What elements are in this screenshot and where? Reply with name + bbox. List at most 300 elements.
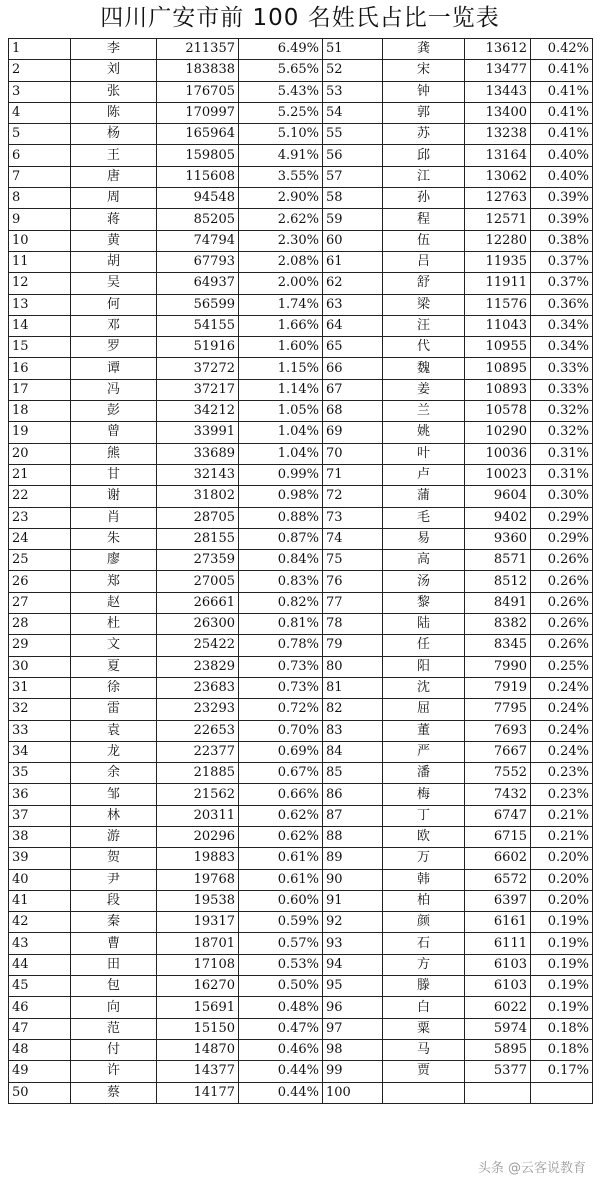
left-pct-cell: 2.90%	[239, 188, 323, 209]
left-rank-cell: 40	[9, 869, 71, 890]
table-row	[9, 39, 593, 60]
right-name-cell: 舒	[383, 273, 465, 294]
left-pct-cell: 6.49%	[239, 39, 323, 60]
right-count-cell: 6022	[465, 997, 531, 1018]
left-name-cell: 郑	[71, 571, 157, 592]
right-rank-cell: 93	[323, 933, 383, 954]
left-name-cell: 秦	[71, 912, 157, 933]
right-count-cell: 6111	[465, 933, 531, 954]
left-name-cell: 唐	[71, 166, 157, 187]
left-rank-cell: 25	[9, 550, 71, 571]
table-row	[9, 209, 593, 230]
table-row	[9, 422, 593, 443]
right-pct-cell: 0.24%	[531, 720, 593, 741]
table-row	[9, 81, 593, 102]
right-count-cell: 9360	[465, 528, 531, 549]
left-pct-cell: 0.69%	[239, 741, 323, 762]
right-pct-cell: 0.26%	[531, 571, 593, 592]
left-count-cell: 27005	[157, 571, 239, 592]
left-count-cell: 14177	[157, 1082, 239, 1103]
right-name-cell: 汤	[383, 571, 465, 592]
left-pct-cell: 0.61%	[239, 869, 323, 890]
left-rank-cell: 43	[9, 933, 71, 954]
left-count-cell: 115608	[157, 166, 239, 187]
right-name-cell: 任	[383, 635, 465, 656]
table-row	[9, 677, 593, 698]
right-count-cell: 7552	[465, 763, 531, 784]
left-count-cell: 159805	[157, 145, 239, 166]
left-rank-cell: 26	[9, 571, 71, 592]
right-name-cell: 吕	[383, 251, 465, 272]
right-pct-cell: 0.34%	[531, 315, 593, 336]
right-pct-cell: 0.26%	[531, 550, 593, 571]
right-pct-cell: 0.40%	[531, 145, 593, 166]
left-name-cell: 杜	[71, 614, 157, 635]
right-name-cell: 韩	[383, 869, 465, 890]
right-name-cell: 方	[383, 954, 465, 975]
right-pct-cell: 0.34%	[531, 337, 593, 358]
left-pct-cell: 1.14%	[239, 379, 323, 400]
left-name-cell: 吴	[71, 273, 157, 294]
left-name-cell: 谭	[71, 358, 157, 379]
right-name-cell: 苏	[383, 124, 465, 145]
left-rank-cell: 41	[9, 890, 71, 911]
right-name-cell: 贾	[383, 1061, 465, 1082]
right-count-cell: 7693	[465, 720, 531, 741]
left-pct-cell: 0.62%	[239, 826, 323, 847]
table-row	[9, 1082, 593, 1103]
right-name-cell: 毛	[383, 507, 465, 528]
left-rank-cell: 45	[9, 976, 71, 997]
table-row	[9, 443, 593, 464]
left-count-cell: 18701	[157, 933, 239, 954]
left-pct-cell: 0.72%	[239, 699, 323, 720]
left-name-cell: 包	[71, 976, 157, 997]
left-name-cell: 邓	[71, 315, 157, 336]
right-pct-cell: 0.20%	[531, 848, 593, 869]
left-name-cell: 曾	[71, 422, 157, 443]
right-pct-cell: 0.29%	[531, 507, 593, 528]
left-rank-cell: 21	[9, 464, 71, 485]
left-name-cell: 周	[71, 188, 157, 209]
left-name-cell: 贺	[71, 848, 157, 869]
left-pct-cell: 0.73%	[239, 656, 323, 677]
right-count-cell	[465, 1082, 531, 1103]
right-name-cell: 邱	[383, 145, 465, 166]
left-count-cell: 56599	[157, 294, 239, 315]
right-pct-cell: 0.19%	[531, 954, 593, 975]
left-name-cell: 甘	[71, 464, 157, 485]
left-count-cell: 23683	[157, 677, 239, 698]
right-count-cell: 9402	[465, 507, 531, 528]
table-row	[9, 933, 593, 954]
left-rank-cell: 10	[9, 230, 71, 251]
right-count-cell: 10023	[465, 464, 531, 485]
right-name-cell: 汪	[383, 315, 465, 336]
right-rank-cell: 91	[323, 890, 383, 911]
right-rank-cell: 90	[323, 869, 383, 890]
table-row	[9, 1018, 593, 1039]
left-rank-cell: 20	[9, 443, 71, 464]
right-name-cell: 屈	[383, 699, 465, 720]
left-rank-cell: 27	[9, 592, 71, 613]
left-pct-cell: 4.91%	[239, 145, 323, 166]
left-count-cell: 32143	[157, 464, 239, 485]
left-name-cell: 蔡	[71, 1082, 157, 1103]
right-pct-cell: 0.25%	[531, 656, 593, 677]
left-rank-cell: 47	[9, 1018, 71, 1039]
left-count-cell: 26661	[157, 592, 239, 613]
right-count-cell: 10955	[465, 337, 531, 358]
right-count-cell: 12763	[465, 188, 531, 209]
right-rank-cell: 57	[323, 166, 383, 187]
table-row	[9, 1061, 593, 1082]
left-pct-cell: 5.43%	[239, 81, 323, 102]
left-count-cell: 22377	[157, 741, 239, 762]
left-name-cell: 罗	[71, 337, 157, 358]
right-rank-cell: 66	[323, 358, 383, 379]
left-rank-cell: 13	[9, 294, 71, 315]
left-pct-cell: 0.81%	[239, 614, 323, 635]
left-count-cell: 64937	[157, 273, 239, 294]
right-pct-cell: 0.39%	[531, 188, 593, 209]
right-name-cell: 万	[383, 848, 465, 869]
left-pct-cell: 0.47%	[239, 1018, 323, 1039]
left-name-cell: 赵	[71, 592, 157, 613]
left-pct-cell: 2.08%	[239, 251, 323, 272]
right-count-cell: 7795	[465, 699, 531, 720]
left-count-cell: 37272	[157, 358, 239, 379]
right-name-cell: 姚	[383, 422, 465, 443]
left-rank-cell: 17	[9, 379, 71, 400]
right-pct-cell: 0.39%	[531, 209, 593, 230]
right-count-cell: 13062	[465, 166, 531, 187]
left-pct-cell: 0.66%	[239, 784, 323, 805]
left-pct-cell: 2.62%	[239, 209, 323, 230]
right-name-cell: 卢	[383, 464, 465, 485]
left-rank-cell: 29	[9, 635, 71, 656]
table-row	[9, 826, 593, 847]
surname-table	[8, 38, 593, 1104]
left-name-cell: 谢	[71, 486, 157, 507]
right-count-cell: 12571	[465, 209, 531, 230]
right-count-cell: 11043	[465, 315, 531, 336]
right-pct-cell: 0.23%	[531, 784, 593, 805]
left-pct-cell: 0.59%	[239, 912, 323, 933]
left-rank-cell: 33	[9, 720, 71, 741]
right-count-cell: 5974	[465, 1018, 531, 1039]
left-count-cell: 37217	[157, 379, 239, 400]
left-pct-cell: 5.25%	[239, 102, 323, 123]
left-rank-cell: 14	[9, 315, 71, 336]
left-rank-cell: 15	[9, 337, 71, 358]
right-rank-cell: 83	[323, 720, 383, 741]
left-pct-cell: 0.99%	[239, 464, 323, 485]
left-count-cell: 20311	[157, 805, 239, 826]
right-rank-cell: 81	[323, 677, 383, 698]
right-name-cell: 代	[383, 337, 465, 358]
left-pct-cell: 0.84%	[239, 550, 323, 571]
left-rank-cell: 30	[9, 656, 71, 677]
right-rank-cell: 75	[323, 550, 383, 571]
right-count-cell: 13477	[465, 60, 531, 81]
left-rank-cell: 36	[9, 784, 71, 805]
right-pct-cell: 0.20%	[531, 890, 593, 911]
right-rank-cell: 80	[323, 656, 383, 677]
left-rank-cell: 18	[9, 401, 71, 422]
table-row	[9, 358, 593, 379]
left-name-cell: 余	[71, 763, 157, 784]
left-name-cell: 段	[71, 890, 157, 911]
left-pct-cell: 0.82%	[239, 592, 323, 613]
watermark: 头条 @云客说教育	[477, 1161, 586, 1176]
left-pct-cell: 0.62%	[239, 805, 323, 826]
right-count-cell: 6747	[465, 805, 531, 826]
right-rank-cell: 78	[323, 614, 383, 635]
right-count-cell: 11576	[465, 294, 531, 315]
table-row	[9, 976, 593, 997]
right-count-cell: 10036	[465, 443, 531, 464]
right-name-cell: 孙	[383, 188, 465, 209]
right-rank-cell: 65	[323, 337, 383, 358]
right-pct-cell: 0.21%	[531, 826, 593, 847]
left-name-cell: 胡	[71, 251, 157, 272]
left-pct-cell: 1.15%	[239, 358, 323, 379]
right-pct-cell: 0.19%	[531, 933, 593, 954]
left-rank-cell: 38	[9, 826, 71, 847]
right-count-cell: 7990	[465, 656, 531, 677]
right-name-cell: 石	[383, 933, 465, 954]
left-name-cell: 黄	[71, 230, 157, 251]
left-name-cell: 游	[71, 826, 157, 847]
left-count-cell: 20296	[157, 826, 239, 847]
right-name-cell: 郭	[383, 102, 465, 123]
left-rank-cell: 39	[9, 848, 71, 869]
right-rank-cell: 63	[323, 294, 383, 315]
right-name-cell: 江	[383, 166, 465, 187]
left-count-cell: 51916	[157, 337, 239, 358]
left-name-cell: 范	[71, 1018, 157, 1039]
left-count-cell: 183838	[157, 60, 239, 81]
right-name-cell: 高	[383, 550, 465, 571]
table-row	[9, 550, 593, 571]
left-name-cell: 熊	[71, 443, 157, 464]
right-rank-cell: 54	[323, 102, 383, 123]
right-name-cell: 易	[383, 528, 465, 549]
right-count-cell: 13612	[465, 39, 531, 60]
right-pct-cell: 0.40%	[531, 166, 593, 187]
right-rank-cell: 73	[323, 507, 383, 528]
left-count-cell: 19538	[157, 890, 239, 911]
left-rank-cell: 3	[9, 81, 71, 102]
left-name-cell: 夏	[71, 656, 157, 677]
left-count-cell: 74794	[157, 230, 239, 251]
right-rank-cell: 87	[323, 805, 383, 826]
right-name-cell: 白	[383, 997, 465, 1018]
left-count-cell: 15150	[157, 1018, 239, 1039]
left-pct-cell: 0.46%	[239, 1039, 323, 1060]
right-name-cell: 蒲	[383, 486, 465, 507]
right-rank-cell: 96	[323, 997, 383, 1018]
table-row	[9, 741, 593, 762]
right-pct-cell: 0.24%	[531, 699, 593, 720]
right-rank-cell: 69	[323, 422, 383, 443]
table-row	[9, 1039, 593, 1060]
left-count-cell: 33689	[157, 443, 239, 464]
right-count-cell: 13238	[465, 124, 531, 145]
right-count-cell: 13400	[465, 102, 531, 123]
right-rank-cell: 88	[323, 826, 383, 847]
table-row	[9, 869, 593, 890]
left-rank-cell: 4	[9, 102, 71, 123]
right-pct-cell: 0.36%	[531, 294, 593, 315]
table-row	[9, 720, 593, 741]
table-row	[9, 635, 593, 656]
table-row	[9, 912, 593, 933]
right-pct-cell: 0.42%	[531, 39, 593, 60]
right-count-cell: 5895	[465, 1039, 531, 1060]
right-name-cell: 龚	[383, 39, 465, 60]
left-pct-cell: 1.60%	[239, 337, 323, 358]
right-rank-cell: 68	[323, 401, 383, 422]
table-row	[9, 379, 593, 400]
left-name-cell: 付	[71, 1039, 157, 1060]
table-row	[9, 848, 593, 869]
right-rank-cell: 70	[323, 443, 383, 464]
table-row	[9, 699, 593, 720]
right-count-cell: 6572	[465, 869, 531, 890]
right-rank-cell: 98	[323, 1039, 383, 1060]
right-pct-cell: 0.31%	[531, 464, 593, 485]
left-name-cell: 雷	[71, 699, 157, 720]
right-name-cell: 陆	[383, 614, 465, 635]
table-row	[9, 763, 593, 784]
left-pct-cell: 1.04%	[239, 443, 323, 464]
left-name-cell: 文	[71, 635, 157, 656]
right-pct-cell	[531, 1082, 593, 1103]
right-count-cell: 10578	[465, 401, 531, 422]
left-name-cell: 田	[71, 954, 157, 975]
left-name-cell: 林	[71, 805, 157, 826]
left-name-cell: 冯	[71, 379, 157, 400]
left-pct-cell: 0.44%	[239, 1082, 323, 1103]
table-row	[9, 571, 593, 592]
left-rank-cell: 9	[9, 209, 71, 230]
left-pct-cell: 0.60%	[239, 890, 323, 911]
left-count-cell: 27359	[157, 550, 239, 571]
left-pct-cell: 0.61%	[239, 848, 323, 869]
left-rank-cell: 7	[9, 166, 71, 187]
right-rank-cell: 84	[323, 741, 383, 762]
right-count-cell: 6397	[465, 890, 531, 911]
right-name-cell: 程	[383, 209, 465, 230]
left-rank-cell: 8	[9, 188, 71, 209]
left-pct-cell: 1.04%	[239, 422, 323, 443]
table-body	[9, 39, 593, 1104]
right-rank-cell: 100	[323, 1082, 383, 1103]
right-count-cell: 7667	[465, 741, 531, 762]
right-count-cell: 10893	[465, 379, 531, 400]
table-row	[9, 805, 593, 826]
right-count-cell: 13164	[465, 145, 531, 166]
left-count-cell: 165964	[157, 124, 239, 145]
table-row	[9, 486, 593, 507]
right-rank-cell: 76	[323, 571, 383, 592]
left-name-cell: 彭	[71, 401, 157, 422]
table-row	[9, 230, 593, 251]
left-name-cell: 陈	[71, 102, 157, 123]
right-pct-cell: 0.19%	[531, 976, 593, 997]
right-pct-cell: 0.17%	[531, 1061, 593, 1082]
left-count-cell: 21885	[157, 763, 239, 784]
table-row	[9, 614, 593, 635]
right-rank-cell: 77	[323, 592, 383, 613]
left-pct-cell: 5.65%	[239, 60, 323, 81]
right-pct-cell: 0.29%	[531, 528, 593, 549]
right-rank-cell: 72	[323, 486, 383, 507]
right-name-cell: 颜	[383, 912, 465, 933]
table-row	[9, 294, 593, 315]
right-rank-cell: 94	[323, 954, 383, 975]
right-name-cell: 潘	[383, 763, 465, 784]
right-name-cell: 黎	[383, 592, 465, 613]
right-count-cell: 8382	[465, 614, 531, 635]
left-rank-cell: 16	[9, 358, 71, 379]
left-name-cell: 朱	[71, 528, 157, 549]
right-count-cell: 10895	[465, 358, 531, 379]
left-name-cell: 杨	[71, 124, 157, 145]
left-rank-cell: 5	[9, 124, 71, 145]
table-row	[9, 124, 593, 145]
right-rank-cell: 67	[323, 379, 383, 400]
left-count-cell: 33991	[157, 422, 239, 443]
right-rank-cell: 59	[323, 209, 383, 230]
left-name-cell: 李	[71, 39, 157, 60]
table-row	[9, 315, 593, 336]
right-name-cell: 宋	[383, 60, 465, 81]
right-count-cell: 6103	[465, 976, 531, 997]
right-count-cell: 13443	[465, 81, 531, 102]
table-row	[9, 337, 593, 358]
right-count-cell: 9604	[465, 486, 531, 507]
right-rank-cell: 82	[323, 699, 383, 720]
left-pct-cell: 0.73%	[239, 677, 323, 698]
right-count-cell: 7432	[465, 784, 531, 805]
right-rank-cell: 64	[323, 315, 383, 336]
left-count-cell: 21562	[157, 784, 239, 805]
left-count-cell: 15691	[157, 997, 239, 1018]
right-count-cell: 6161	[465, 912, 531, 933]
right-pct-cell: 0.41%	[531, 81, 593, 102]
right-pct-cell: 0.20%	[531, 869, 593, 890]
right-name-cell: 柏	[383, 890, 465, 911]
left-count-cell: 23293	[157, 699, 239, 720]
left-count-cell: 94548	[157, 188, 239, 209]
left-rank-cell: 49	[9, 1061, 71, 1082]
table-row	[9, 528, 593, 549]
right-name-cell: 叶	[383, 443, 465, 464]
left-pct-cell: 0.57%	[239, 933, 323, 954]
table-row	[9, 166, 593, 187]
right-name-cell: 阳	[383, 656, 465, 677]
left-count-cell: 211357	[157, 39, 239, 60]
left-count-cell: 14377	[157, 1061, 239, 1082]
left-count-cell: 28155	[157, 528, 239, 549]
right-pct-cell: 0.38%	[531, 230, 593, 251]
left-pct-cell: 0.53%	[239, 954, 323, 975]
right-name-cell: 伍	[383, 230, 465, 251]
left-name-cell: 刘	[71, 60, 157, 81]
